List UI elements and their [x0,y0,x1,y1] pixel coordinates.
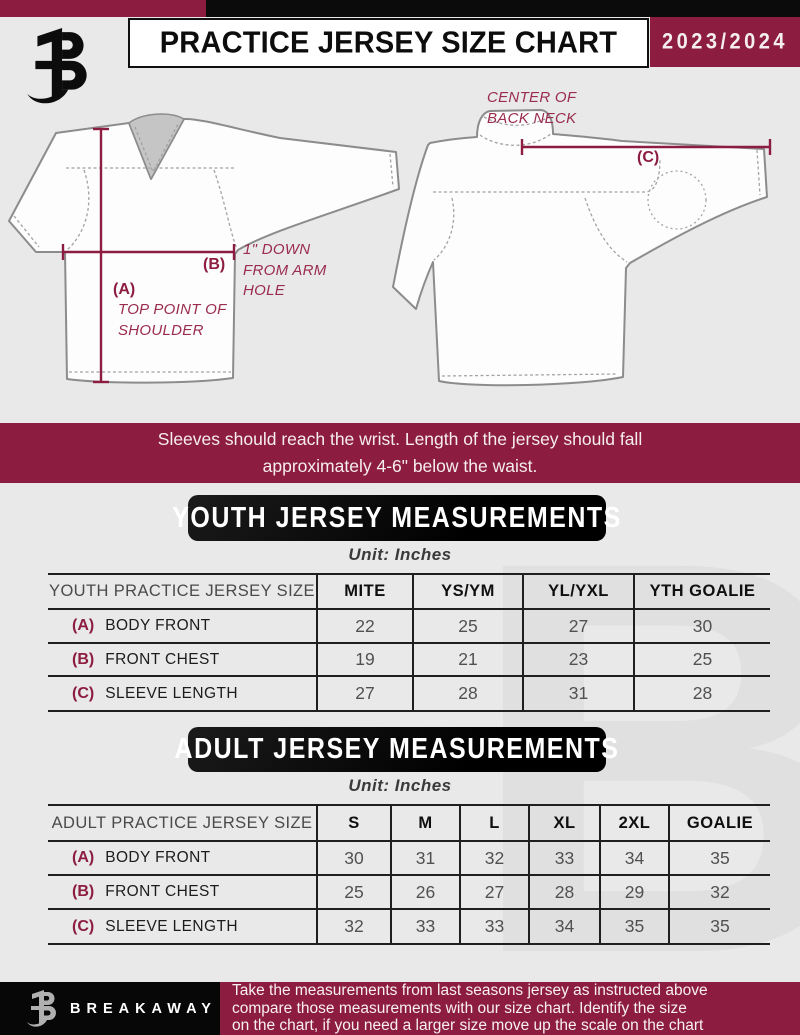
season-label: 2023/2024 [661,29,789,54]
breakaway-b-logo-small-icon [26,989,60,1028]
adult-col-header-1: S [316,806,390,842]
youth-row-a-label: (A) BODY FRONT [48,610,316,644]
youth-unit-label: Unit: Inches [348,545,452,564]
adult-value: 35 [668,842,770,876]
youth-col-header-3: YL/YXL [522,575,633,610]
page-title-box [128,18,649,68]
adult-value: 32 [668,876,770,910]
adult-col-header-2: M [390,806,459,842]
fitting-note-line1: Sleeves should reach the wrist. Length of the jersey should fall [157,429,643,450]
youth-value: 27 [316,677,412,712]
page-title: PRACTICE JERSEY SIZE CHART [159,25,618,60]
youth-row-c-label: (C) SLEEVE LENGTH [48,677,316,712]
adult-value: 33 [528,842,599,876]
youth-value: 28 [633,677,770,712]
fitting-note-line2: approximately 4-6" below the waist. [262,456,538,476]
front-jersey-drawing [9,114,399,383]
header-accent-bar-left [0,0,206,17]
measure-b-key: (B) [203,256,226,273]
footer-instructions-line1: Take the measurements from last seasons jersey as instructed above [232,982,708,1000]
youth-value: 31 [522,677,633,712]
adult-row-c-label: (C) SLEEVE LENGTH [48,910,316,945]
youth-value: 23 [522,644,633,677]
adult-value: 34 [599,842,668,876]
youth-size-table [48,573,770,712]
youth-row-b-label: (B) FRONT CHEST [48,644,316,677]
youth-col-header-1: MITE [316,575,412,610]
adult-col-header-4: XL [528,806,599,842]
adult-value: 35 [668,910,770,945]
adult-col-header-5: 2XL [599,806,668,842]
youth-section-banner [172,495,622,541]
measure-c-note: CENTER OF BACK NECK [487,89,577,127]
footer-instructions-line3: on the chart, if you need a larger size move up the scale on the chart [232,1017,704,1035]
youth-value: 22 [316,610,412,644]
season-badge [650,17,800,67]
measure-a-note: TOP POINT OF SHOULDER [118,301,227,339]
header-accent-bar-right [206,0,800,17]
adult-col-header-6: GOALIE [668,806,770,842]
youth-value: 25 [412,610,522,644]
youth-col-header-2: YS/YM [412,575,522,610]
adult-row-b-label: (B) FRONT CHEST [48,876,316,910]
youth-section-title: YOUTH JERSEY MEASUREMENTS [172,501,622,534]
adult-value: 25 [316,876,390,910]
back-jersey-drawing [393,110,767,385]
adult-col-header-3: L [459,806,528,842]
adult-value: 33 [459,910,528,945]
youth-value: 21 [412,644,522,677]
adult-value: 33 [390,910,459,945]
adult-value: 32 [459,842,528,876]
measure-a-key: (A) [113,281,136,298]
adult-value: 30 [316,842,390,876]
youth-col-header-4: YTH GOALIE [633,575,770,610]
adult-col-header-0: ADULT PRACTICE JERSEY SIZE [48,806,316,842]
adult-value: 31 [390,842,459,876]
measure-c-key: (C) [637,149,660,166]
adult-row-a-label: (A) BODY FRONT [48,842,316,876]
adult-value: 34 [528,910,599,945]
youth-value: 27 [522,610,633,644]
measure-b-note: 1" DOWN FROM ARM HOLE [243,241,327,300]
footer-brand-name: BREAKAWAY [70,1000,217,1017]
youth-col-header-0: YOUTH PRACTICE JERSEY SIZE [48,575,316,610]
adult-value: 27 [459,876,528,910]
footer-brand-block [0,982,220,1035]
adult-section-banner [174,727,620,772]
adult-section-title: ADULT JERSEY MEASUREMENTS [174,732,620,766]
footer-instructions [220,982,800,1035]
adult-size-table [48,804,770,945]
jersey-diagrams [0,68,800,424]
adult-unit-label: Unit: Inches [348,776,452,795]
adult-value: 29 [599,876,668,910]
youth-value: 19 [316,644,412,677]
adult-value: 35 [599,910,668,945]
adult-value: 26 [390,876,459,910]
youth-value: 25 [633,644,770,677]
youth-value: 30 [633,610,770,644]
youth-value: 28 [412,677,522,712]
footer-instructions-line2: compare those measurements with our size chart. Identify the size [232,999,687,1017]
adult-value: 32 [316,910,390,945]
adult-value: 28 [528,876,599,910]
